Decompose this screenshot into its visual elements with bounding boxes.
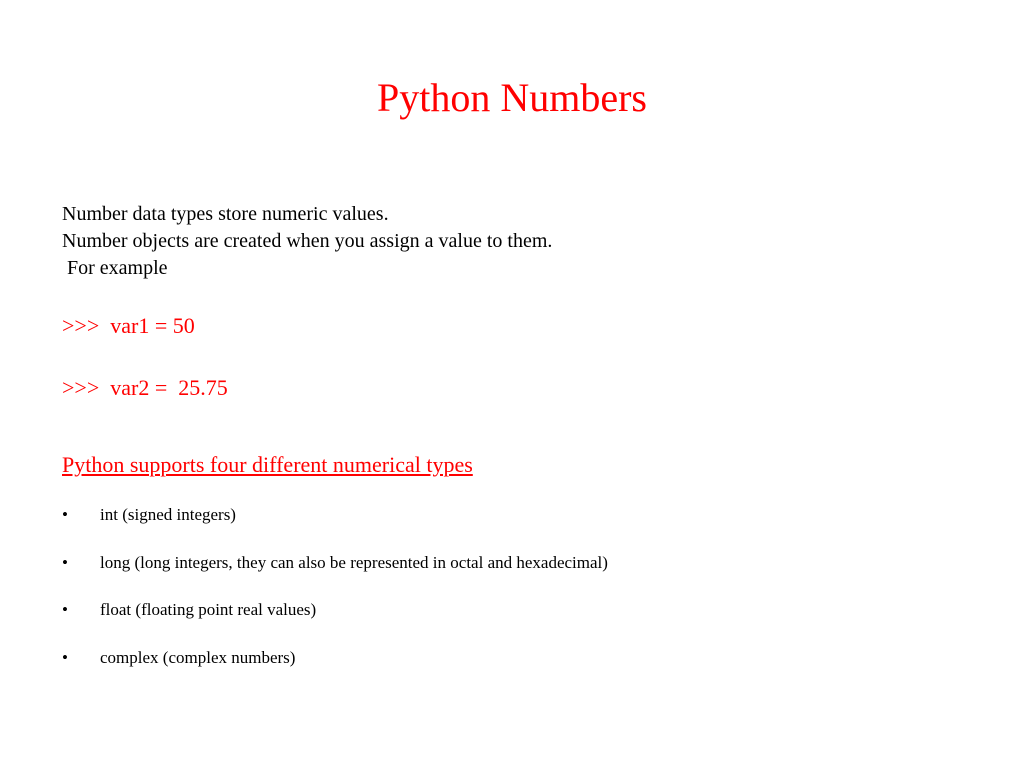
intro-line-1: Number data types store numeric values. [62,203,389,225]
list-item-text: complex (complex numbers) [100,647,296,667]
code-example-1: >>> var1 = 50 [62,313,195,338]
list-item-text: long (long integers, they can also be represented in octal and hexadecimal) [100,552,608,572]
numeric-types-heading: Python supports four different numerical types [62,452,473,477]
list-item-text: float (floating point real values) [100,600,317,619]
bullet-icon: • [62,600,68,619]
slide-title: Python Numbers [377,75,647,120]
bullet-icon: • [62,505,68,524]
bullet-icon: • [62,647,68,667]
intro-text [62,201,552,282]
bullet-icon: • [62,552,68,572]
code-example-2: >>> var2 = 25.75 [62,375,228,400]
intro-line-2: Number objects are created when you assign a value to them. [62,230,553,252]
list-item-text: int (signed integers) [100,505,236,524]
intro-line-3: For example [62,257,168,279]
